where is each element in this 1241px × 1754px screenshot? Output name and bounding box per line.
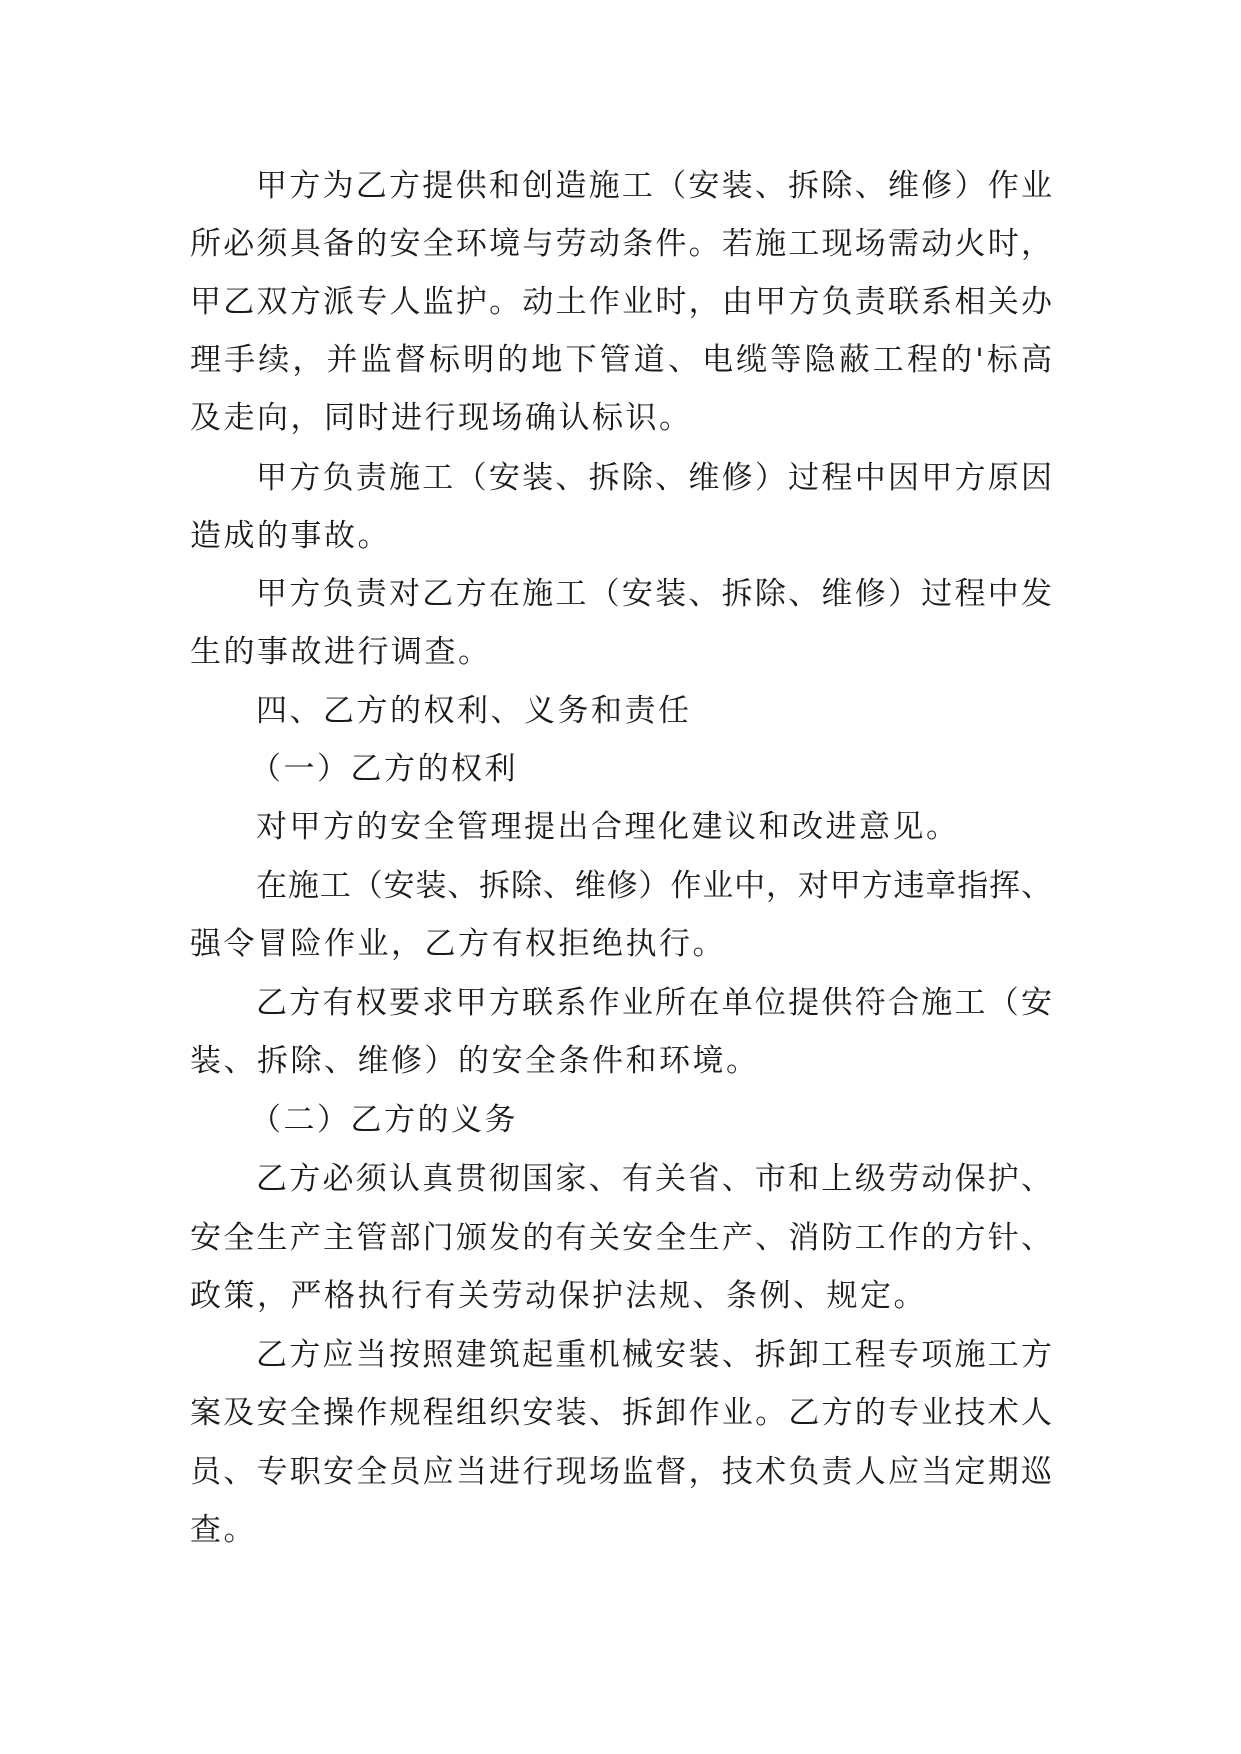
text-line: 员、专职安全员应当进行现场监督，技术负责人应当定期巡 bbox=[190, 1454, 1052, 1490]
text-line: 所必须具备的安全环境与劳动条件。若施工现场需动火时， bbox=[190, 226, 1052, 262]
text-line: 甲方为乙方提供和创造施工（安装、拆除、维修）作业 bbox=[256, 168, 1052, 204]
text-line: 装、拆除、维修）的安全条件和环境。 bbox=[190, 1043, 760, 1079]
text-line: 甲方负责对乙方在施工（安装、拆除、维修）过程中发 bbox=[256, 576, 1052, 612]
text-line: 甲乙双方派专人监护。动土作业时，由甲方负责联系相关办 bbox=[190, 284, 1052, 320]
text-line: 及走向，同时进行现场确认标识。 bbox=[190, 400, 693, 436]
text-line: 查。 bbox=[190, 1512, 257, 1548]
text-line: 政策，严格执行有关劳动保护法规、条例、规定。 bbox=[190, 1278, 927, 1314]
text-line: 甲方负责施工（安装、拆除、维修）过程中因甲方原因 bbox=[256, 460, 1052, 496]
text-line: 造成的事故。 bbox=[190, 518, 391, 554]
text-line: 乙方应当按照建筑起重机械安装、拆卸工程专项施工方 bbox=[256, 1337, 1052, 1373]
text-line: 理手续，并监督标明的地下管道、电缆等隐蔽工程的'标高 bbox=[190, 342, 1052, 378]
text-line: 在施工（安装、拆除、维修）作业中，对甲方违章指挥、 bbox=[256, 868, 1052, 904]
text-line: 强令冒险作业，乙方有权拒绝执行。 bbox=[190, 926, 726, 962]
text-line: 乙方有权要求甲方联系作业所在单位提供符合施工（安 bbox=[256, 985, 1052, 1021]
subsection-heading: （一）乙方的权利 bbox=[250, 751, 518, 787]
text-line: 乙方必须认真贯彻国家、有关省、市和上级劳动保护、 bbox=[256, 1161, 1052, 1197]
subsection-heading: （二）乙方的义务 bbox=[250, 1102, 518, 1138]
text-line: 生的事故进行调查。 bbox=[190, 634, 492, 670]
text-line: 案及安全操作规程组织安装、拆卸作业。乙方的专业技术人 bbox=[190, 1395, 1052, 1431]
text-line: 对甲方的安全管理提出合理化建议和改进意见。 bbox=[256, 809, 960, 845]
text-line: 安全生产主管部门颁发的有关安全生产、消防工作的方针、 bbox=[190, 1220, 1052, 1256]
section-heading: 四、乙方的权利、义务和责任 bbox=[256, 693, 692, 729]
